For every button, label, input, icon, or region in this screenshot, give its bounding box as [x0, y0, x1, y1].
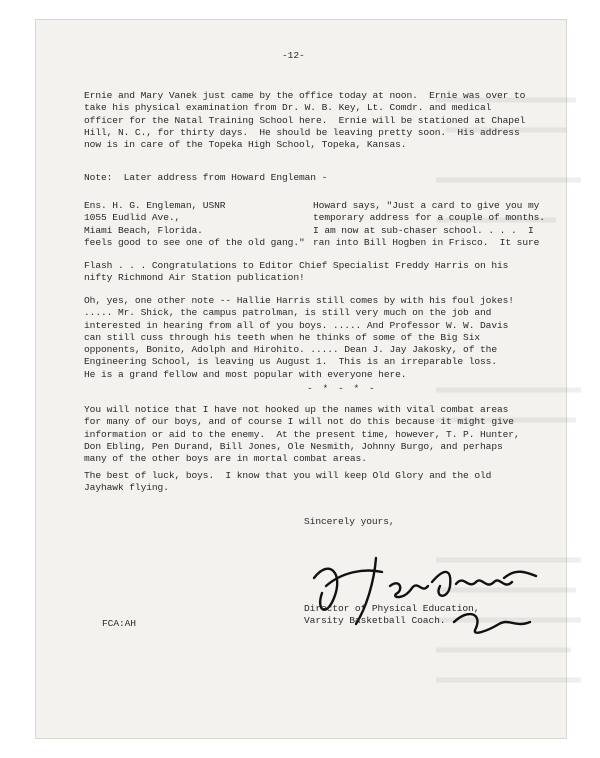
- paragraph-vanek: Ernie and Mary Vanek just came by the office today at noon. Ernie was over to take his physical examination from Dr. W. B. Key, Lt. Comdr. and medical officer for the Natal Training School here. Ernie will be stationed at Chapel Hill, N. C., for thirty days. He should be leaving pretty soon. His address now is in care of the Topeka High School, Topeka, Kansas.: [84, 90, 526, 151]
- letter-page: [36, 20, 566, 738]
- flash-paragraph: Flash . . . Congratulations to Editor Chief Specialist Freddy Harris on his nifty Richmond Air Station publication!: [84, 260, 509, 284]
- paragraph-notes: Oh, yes, one other note -- Hallie Harris still comes by with his foul jokes! ..... Mr. Shick, the campus patrolman, is still very much on the job and interested in hearing from all of you boys. ..... And Professor W. W. Davis can still cuss through his teeth when he thinks of some of the Big Six opponents, Bonito, Adolph and Hirohito. ..... Dean J. Jay Jakosky, of the Engineering School, is leaving us August 1. This is an irreparable loss. He is a grand fellow and most popular with everyone here.: [84, 295, 514, 380]
- paragraph-combat-areas: You will notice that I have not hooked up the names with vital combat areas for many of our boys, and of course I will not do this because it might give information or aid to the enemy. At the present time, however, T. P. Hunter, Don Ebling, Pen Durand, Bill Jones, Ole Nesmith, Johnny Burgo, and perhaps many of the other boys are in mortal combat areas.: [84, 404, 520, 465]
- engleman-address: Ens. H. G. Engleman, USNR 1055 Eudlid Ave., Miami Beach, Florida.: [84, 200, 226, 236]
- note-line: Note: Later address from Howard Engleman -: [84, 172, 328, 183]
- engleman-quote-end: feels good to see one of the old gang.": [84, 237, 305, 248]
- signature-title: Director of Physical Education, Varsity Basketball Coach.: [304, 603, 480, 627]
- engleman-quote: Howard says, "Just a card to give you my temporary address for a couple of months. I am now at sub-chaser school. . . . I ran into Bill Hogben in Frisco. It sure: [313, 200, 545, 248]
- paragraph-best-of-luck: The best of luck, boys. I know that you will keep Old Glory and the old Jayhawk flying.: [84, 470, 492, 494]
- section-divider: - * - * -: [307, 383, 377, 394]
- typist-initials: FCA:AH: [102, 618, 136, 629]
- page-number: -12-: [282, 50, 305, 61]
- closing: Sincerely yours,: [304, 516, 395, 527]
